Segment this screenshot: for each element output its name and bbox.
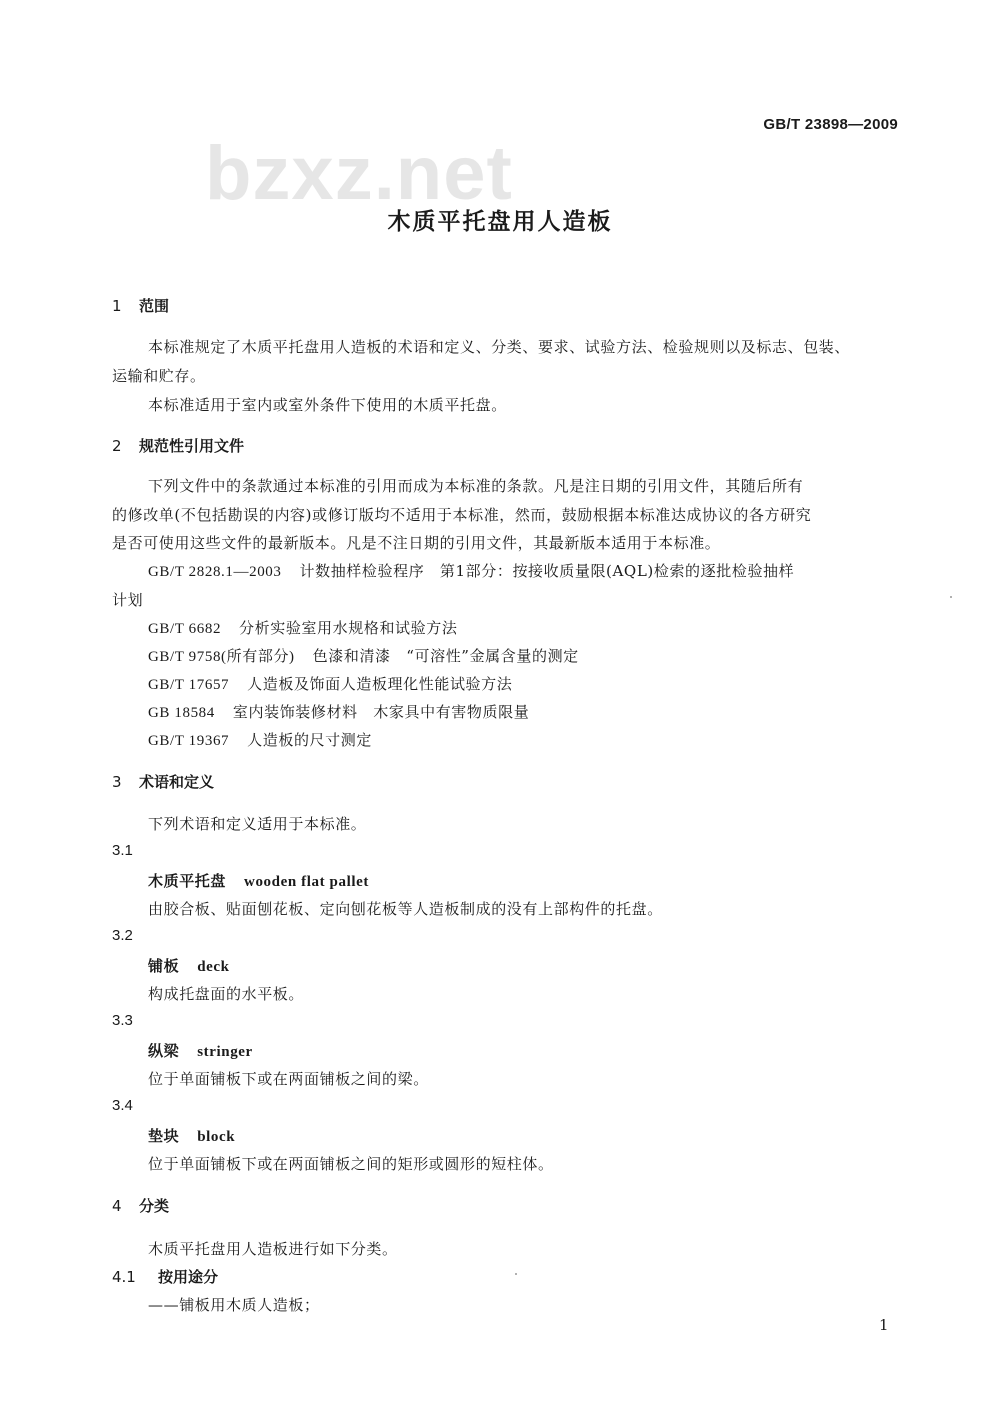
subsection-heading — [112, 1266, 218, 1287]
term-heading — [148, 1125, 235, 1146]
term-chinese: 木质平托盘 — [148, 872, 227, 890]
standard-code: GB/T 23898—2009 — [763, 116, 898, 133]
paragraph: 下列术语和定义适用于本标准。 — [148, 815, 367, 833]
section-number: 2 — [112, 437, 122, 455]
term-definition: 位于单面铺板下或在两面铺板之间的矩形或圆形的短柱体。 — [148, 1155, 554, 1173]
paragraph: 下列文件中的条款通过本标准的引用而成为本标准的条款。凡是注日期的引用文件，其随后所有 — [148, 477, 804, 495]
paragraph: 是否可使用这些文件的最新版本。凡是不注日期的引用文件，其最新版本适用于本标准。 — [112, 534, 721, 552]
paragraph: 运输和贮存。 — [112, 367, 206, 385]
term-heading — [148, 870, 369, 891]
reference-code: GB/T 2828.1—2003 — [148, 564, 282, 580]
reference-title: 色漆和清漆 “可溶性”金属含量的测定 — [312, 647, 579, 665]
clause-number: 3.3 — [112, 1012, 133, 1029]
reference-item — [148, 729, 372, 750]
term-chinese: 纵梁 — [148, 1042, 180, 1060]
reference-code: GB/T 9758(所有部分) — [148, 649, 295, 665]
section-3-heading — [112, 771, 214, 792]
reference-title: 计数抽样检验程序 第1部分：按接收质量限(AQL)检索的逐批检验抽样 — [299, 562, 795, 580]
paragraph: 本标准规定了木质平托盘用人造板的术语和定义、分类、要求、试验方法、检验规则以及标志、包装、 — [148, 338, 851, 356]
section-title: 范围 — [139, 297, 170, 315]
section-2-heading — [112, 435, 244, 456]
reference-title: 分析实验室用水规格和试验方法 — [239, 619, 458, 637]
scan-speck — [950, 596, 952, 598]
reference-code: GB/T 6682 — [148, 621, 222, 637]
reference-code: GB/T 17657 — [148, 677, 230, 693]
reference-title: 人造板的尺寸测定 — [247, 731, 372, 749]
scan-speck — [515, 1273, 517, 1275]
term-definition: 由胶合板、贴面刨花板、定向刨花板等人造板制成的没有上部构件的托盘。 — [148, 900, 663, 918]
term-english: stringer — [197, 1044, 253, 1060]
reference-continuation: 计划 — [112, 591, 144, 609]
term-heading — [148, 955, 230, 976]
term-definition: 构成托盘面的水平板。 — [148, 985, 305, 1003]
page-number: 1 — [879, 1316, 889, 1334]
section-title: 分类 — [139, 1197, 170, 1215]
section-number: 4 — [112, 1197, 122, 1215]
section-number: 1 — [112, 297, 122, 315]
section-4-heading — [112, 1195, 169, 1216]
section-title: 规范性引用文件 — [139, 437, 245, 455]
paragraph: 本标准适用于室内或室外条件下使用的木质平托盘。 — [148, 396, 507, 414]
term-chinese: 铺板 — [148, 957, 180, 975]
paragraph: 的修改单(不包括勘误的内容)或修订版均不适用于本标准，然而，鼓励根据本标准达成协议的各方研究 — [112, 506, 812, 524]
term-english: deck — [197, 959, 230, 975]
section-number: 3 — [112, 773, 122, 791]
reference-code: GB 18584 — [148, 705, 215, 721]
reference-title: 室内装饰装修材料 木家具中有害物质限量 — [232, 703, 530, 721]
clause-number: 3.2 — [112, 927, 133, 944]
reference-item — [148, 617, 457, 638]
watermark: bzxz.net — [205, 131, 513, 216]
paragraph: 木质平托盘用人造板进行如下分类。 — [148, 1240, 398, 1258]
subsection-title: 按用途分 — [158, 1268, 219, 1286]
subsection-number: 4.1 — [112, 1268, 136, 1286]
term-heading — [148, 1040, 253, 1061]
clause-number: 3.1 — [112, 842, 133, 859]
reference-item — [148, 701, 529, 722]
reference-item — [148, 560, 794, 581]
page-title: 木质平托盘用人造板 — [387, 209, 613, 235]
reference-item — [148, 645, 579, 666]
clause-number: 3.4 — [112, 1097, 133, 1114]
list-item: ——铺板用木质人造板； — [148, 1296, 320, 1314]
reference-item — [148, 673, 512, 694]
reference-code: GB/T 19367 — [148, 733, 230, 749]
term-definition: 位于单面铺板下或在两面铺板之间的梁。 — [148, 1070, 429, 1088]
term-english: block — [197, 1129, 236, 1145]
section-title: 术语和定义 — [139, 773, 215, 791]
reference-title: 人造板及饰面人造板理化性能试验方法 — [247, 675, 513, 693]
term-chinese: 垫块 — [148, 1127, 180, 1145]
section-1-heading — [112, 295, 169, 316]
term-english: wooden flat pallet — [244, 874, 369, 890]
